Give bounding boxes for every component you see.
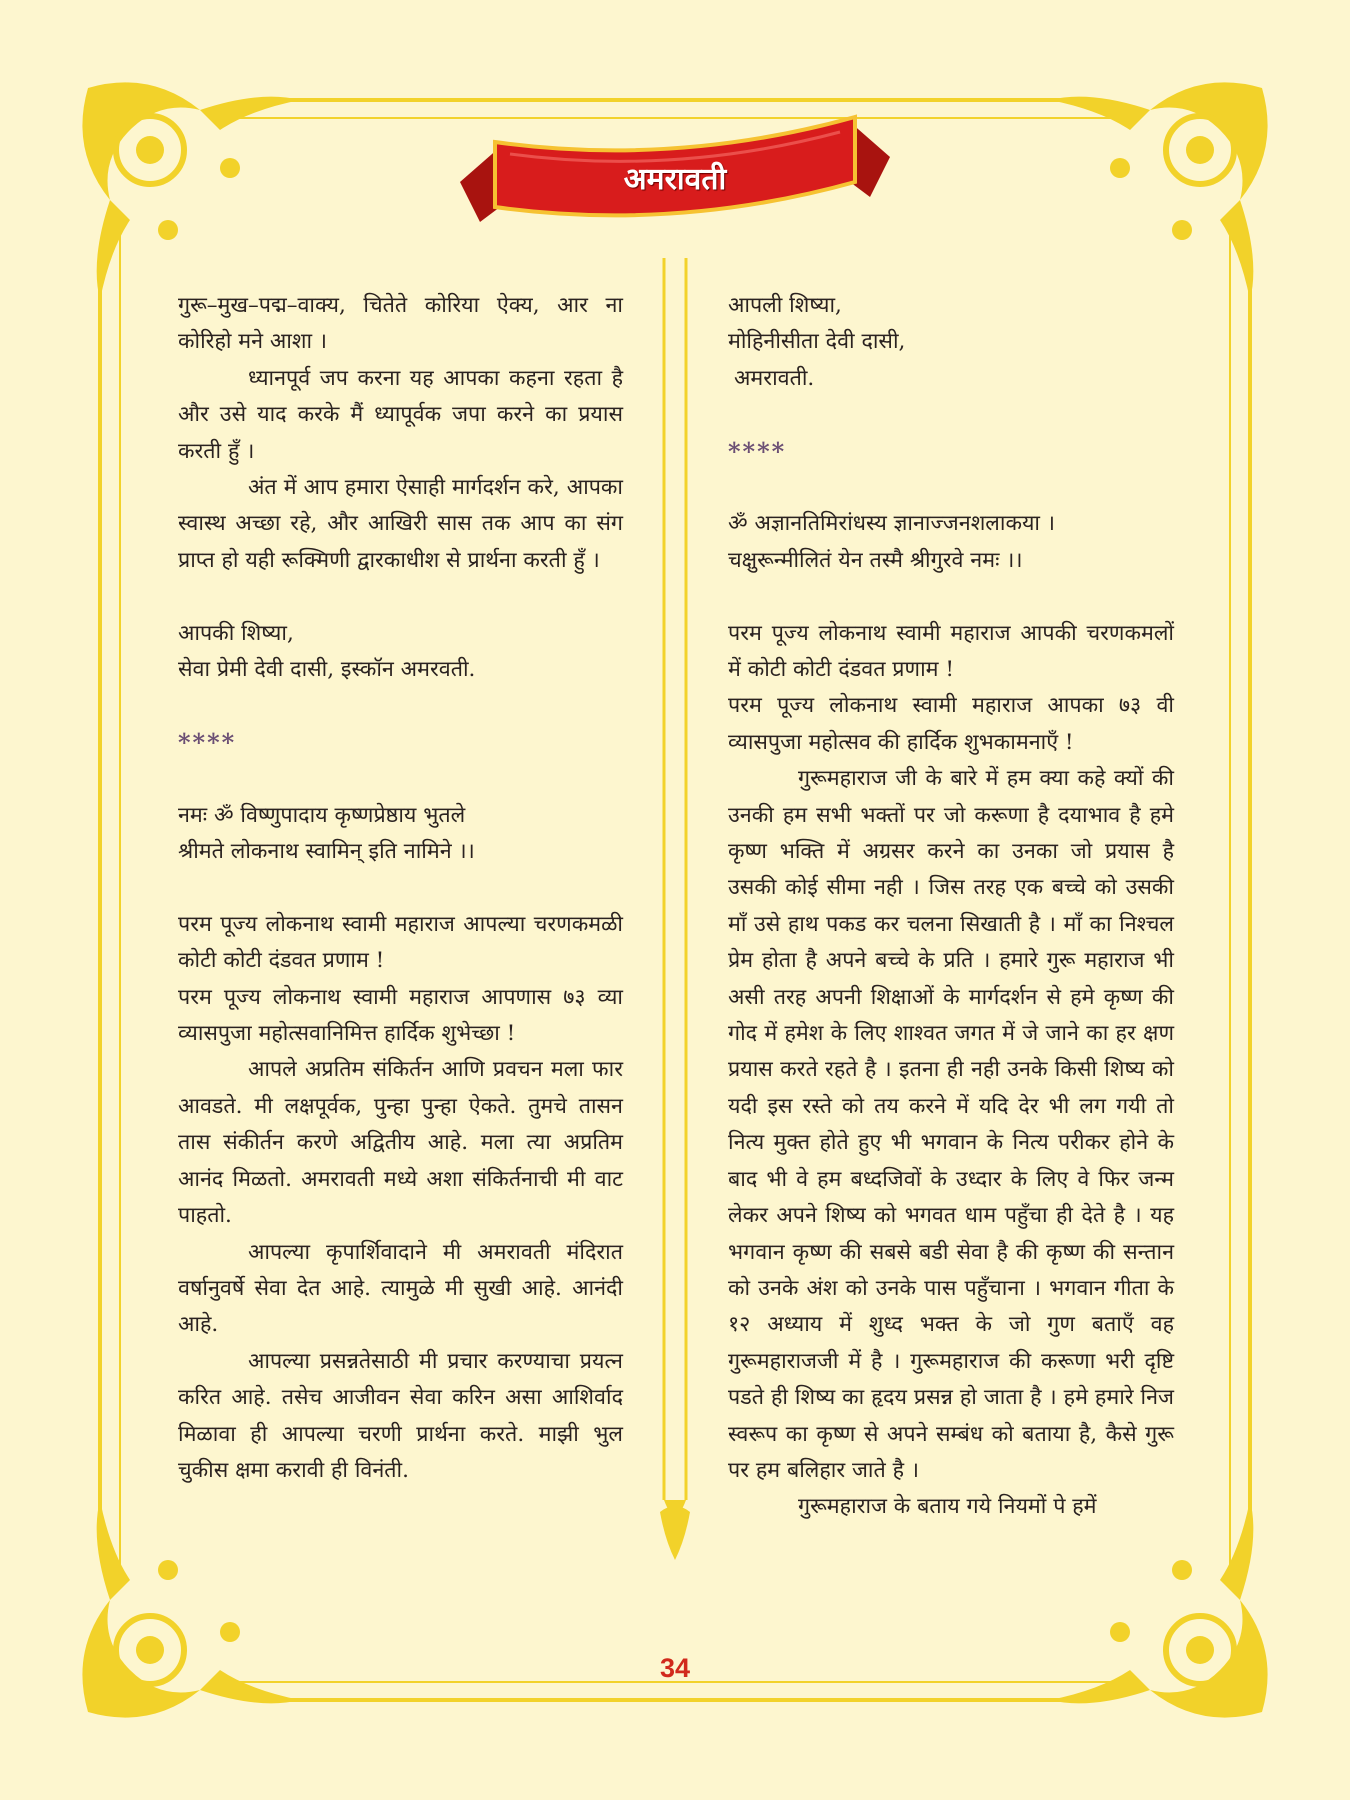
mantra-line: श्रीमते लोकनाथ स्वामिन् इति नामिने ।। xyxy=(178,839,475,865)
paragraph: गुरू–मुख–पद्म–वाक्य, चितेते कोरिया ऐक्य, आर ना कोरिहो मने आशा । xyxy=(178,293,623,355)
paragraph: आपल्या प्रसन्नतेसाठी मी प्रचार करण्याचा प्रयत्न करित आहे. तसेच आजीवन सेवा करिन असा आशिर्वाद मिळावा ही आपल्या चरणी प्रार्थना करते. माझी भुल चुकीस क्षमा करावी ही विनंती. xyxy=(178,1348,623,1483)
paragraph: परम पूज्य लोकनाथ स्वामी महाराज आपका ७३ वी व्यासपुजा महोत्सव की हार्दिक शुभकामनाएँ ! xyxy=(728,693,1174,755)
corner-ornament-top-right xyxy=(1050,82,1268,300)
mantra-line: ॐ अज्ञानतिमिरांधस्य ज्ञानाज्जनशलाकया । xyxy=(728,511,1055,537)
signature-line: मोहिनीसीता देवी दासी, xyxy=(728,329,906,355)
paragraph: ध्यानपूर्व जप करना यह आपका कहना रहता है और उसे याद करके मैं ध्यापूर्वक जपा करने का प्रयास करती हुँ । xyxy=(178,365,623,464)
section-separator: **** xyxy=(178,727,237,757)
corner-ornament-bottom-left xyxy=(82,1500,300,1718)
corner-ornament-top-left xyxy=(82,82,300,300)
paragraph: आपले अप्रतिम संकिर्तन आणि प्रवचन मला फार आवडते. मी लक्षपूर्वक, पुन्हा पुन्हा ऐकते. तुमचे तासन तास संकीर्तन करणे अद्वितीय आहे. मला त्या अप्रतिम आनंद मिळतो. अमरावती मध्ये अशा संकिर्तनाची मी वाट पाहतो. xyxy=(178,1057,623,1229)
section-separator: **** xyxy=(728,436,787,466)
left-column xyxy=(178,288,623,1489)
paragraph: परम पूज्य लोकनाथ स्वामी महाराज आपकी चरणकमलों में कोटी कोटी दंडवत प्रणाम ! xyxy=(728,620,1174,683)
mantra-line: नमः ॐ विष्णुपादाय कृष्णप्रेष्ठाय भुतले xyxy=(178,802,466,828)
mantra-line: चक्षुरून्मीलितं येन तस्मै श्रीगुरवे नमः ।। xyxy=(728,547,1023,573)
paragraph: अंत में आप हमारा ऐसाही मार्गदर्शन करे, आपका स्वास्थ अच्छा रहे, और आखिरी सास तक आप का संग प्राप्त हो यही रूक्मिणी द्वारकाधीश से प्रार्थना करती हुँ । xyxy=(178,475,623,573)
paragraph: गुरूमहाराज जी के बारे में हम क्या कहे क्यों की उनकी हम सभी भक्तों पर जो करूणा है दयाभाव है हमे कृष्ण भक्ति में अग्रसर करने का उनका जो प्रयास है उसकी कोई सीमा नही । जिस तरह एक बच्चे को उसकी माँ उसे हाथ पकड कर चलना सिखाती है । माँ का निश्चल प्रेम होता है अपने बच्चे के प्रति । हमारे गुरू महाराज भी असी तरह अपनी शिक्षाओं के मार्गदर्शन से हमे कृष्ण की गोद में हमेश के लिए शाश्वत जगत में जे जाने का हर क्षण प्रयास करते रहते है । इतना ही नही उनके किसी शिष्य को यदी इस रस्ते को तय करने में यदि देर भी लग गयी तो नित्य मुक्त होते हुए भी भगवान के नित्य परीकर होने के बाद भी वे हम बध्दजिवों के उध्दार के लिए वे फिर जन्म लेकर अपने शिष्य को भगवत धाम पहुँचा ही देते है । यह भगवान कृष्ण की सबसे बडी सेवा है की कृष्ण की सन्तान को उनके अंश को उनके पास पहुँचाना । भगवान गीता के १२ अध्याय में शुध्द भक्त के जो गुण बताएँ वह गुरूमहाराजजी में है । गुरूमहाराज की करूणा भरी दृष्टि पडते ही शिष्य का हृदय प्रसन्न हो जाता है । हमे हमारे निज स्वरूप का कृष्ण से अपने सम्बंध को बताया है, कैसे गुरू पर हम बलिहार जाते है । xyxy=(728,766,1174,1483)
paragraph: आपल्या कृपार्शिवादाने मी अमरावती मंदिरात वर्षानुवर्षे सेवा देत आहे. त्यामुळे मी सुखी आहे. आनंदी आहे. xyxy=(178,1239,623,1338)
page-title: अमरावती xyxy=(623,162,727,197)
paragraph: गुरूमहाराज के बताय गये नियमों पे हमें xyxy=(798,1494,1097,1520)
page-number: 34 xyxy=(659,1653,691,1683)
column-divider xyxy=(660,258,690,1560)
paragraph: परम पूज्य लोकनाथ स्वामी महाराज आपणास ७३ व्या व्यासपुजा महोत्सवानिमित्त हार्दिक शुभेच्छा ! xyxy=(178,984,623,1047)
signature-line: आपली शिष्या, xyxy=(728,293,842,318)
signature-line: अमरावती. xyxy=(734,365,815,391)
signature-line: सेवा प्रेमी देवी दासी, इस्कॉन अमरवती. xyxy=(178,657,476,683)
signature-line: आपकी शिष्या, xyxy=(178,620,294,646)
paragraph: परम पूज्य लोकनाथ स्वामी महाराज आपल्या चरणकमळी कोटी कोटी दंडवत प्रणाम ! xyxy=(178,911,623,974)
right-column xyxy=(728,288,1174,1526)
corner-ornament-bottom-right xyxy=(1050,1500,1268,1718)
